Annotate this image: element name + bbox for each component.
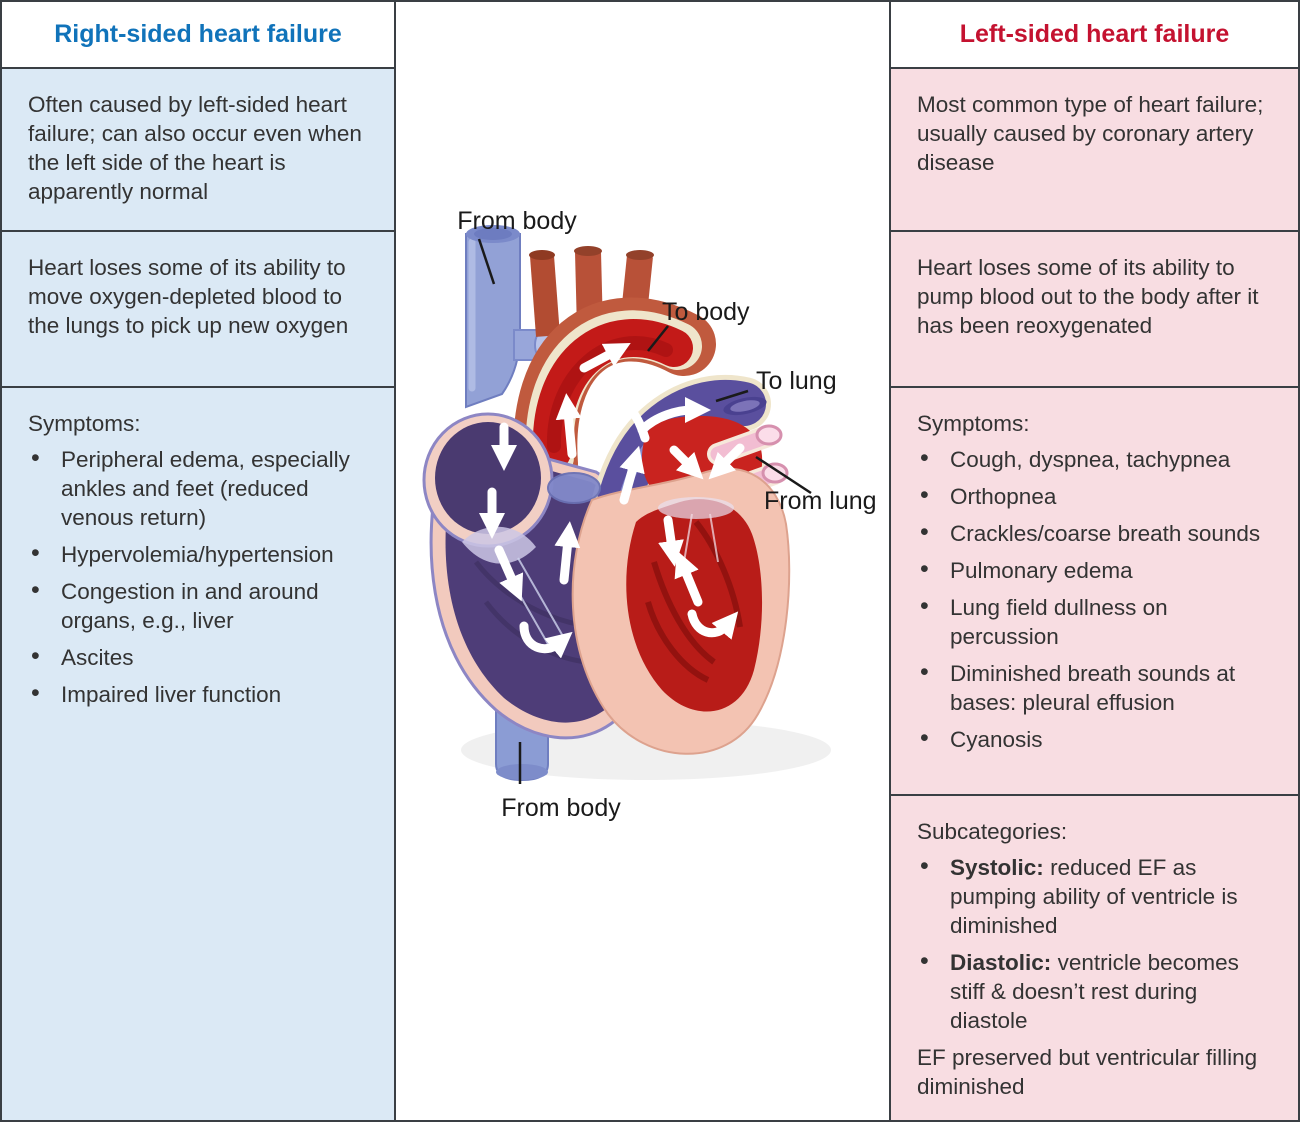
heart-illustration xyxy=(396,2,889,1122)
left-sided-hf-title xyxy=(889,0,1300,69)
subcategory-lead: Systolic: xyxy=(950,855,1044,880)
list-item: • Lung field dullness on percussion xyxy=(917,593,1274,651)
label-to-body: To body xyxy=(662,298,750,326)
right-sided-hf-symptoms-heading: Symptoms: xyxy=(28,411,141,436)
heart-illustration-cell xyxy=(394,0,891,1122)
right-sided-hf-cause-text: Often caused by left-sided heart failure; can also occur even when the left side of the heart is apparently normal xyxy=(28,92,362,204)
right-sided-hf-title-text: Right-sided heart failure xyxy=(54,20,342,48)
list-item: • Diminished breath sounds at bases: pleural effusion xyxy=(917,659,1274,717)
left-ventricle-chamber xyxy=(573,469,790,754)
subcategory-rest: ventricle becomes stiff & doesn’t rest during diastole xyxy=(950,950,1239,1033)
left-sided-hf-mechanism-cell xyxy=(889,230,1300,388)
list-item: • Pulmonary edema xyxy=(917,556,1274,585)
list-item: • Congestion in and around organs, e.g., liver xyxy=(28,577,370,635)
list-item: • Ascites xyxy=(28,643,370,672)
left-sided-hf-title-text: Left-sided heart failure xyxy=(959,20,1230,48)
subcategory-lead: Diastolic: xyxy=(950,950,1052,975)
subcategories-list xyxy=(917,853,1274,1035)
list-item: • Impaired liver function xyxy=(28,680,370,709)
left-sided-hf-cause-text: Most common type of heart failure; usually caused by coronary artery disease xyxy=(917,92,1264,175)
list-item xyxy=(917,853,1274,940)
left-sided-hf-symptoms-heading: Symptoms: xyxy=(917,411,1030,436)
right-sided-hf-title xyxy=(0,0,396,69)
right-sided-hf-mechanism-text: Heart loses some of its ability to move oxygen-depleted blood to the lungs to pick up new oxygen xyxy=(28,255,349,338)
left-sided-hf-mechanism-text: Heart loses some of its ability to pump blood out to the body after it has been reoxygenated xyxy=(917,255,1259,338)
left-sided-hf-symptoms-list xyxy=(917,445,1274,754)
list-item: • Hypervolemia/hypertension xyxy=(28,540,370,569)
left-sided-hf-subcategories-cell xyxy=(889,794,1300,1122)
label-from-body-bottom: From body xyxy=(501,794,621,822)
left-sided-hf-column xyxy=(889,0,1300,1122)
subcategory-rest: reduced EF as pumping ability of ventricle is diminished xyxy=(950,855,1238,938)
right-atrium-chamber xyxy=(424,414,552,546)
left-sided-hf-cause-cell xyxy=(889,67,1300,232)
label-from-body-top: From body xyxy=(457,207,577,235)
list-item: • Cough, dyspnea, tachypnea xyxy=(917,445,1274,474)
right-sided-hf-mechanism-cell xyxy=(0,230,396,388)
list-item: • Cyanosis xyxy=(917,725,1274,754)
list-item: • Crackles/coarse breath sounds xyxy=(917,519,1274,548)
label-to-lung: To lung xyxy=(756,367,837,395)
right-sided-hf-cause-cell xyxy=(0,67,396,232)
list-item: • Orthopnea xyxy=(917,482,1274,511)
subcategories-note: EF preserved but ventricular filling diminished xyxy=(917,1045,1258,1099)
subcategories-heading: Subcategories: xyxy=(917,819,1068,844)
heart-illustration-column xyxy=(394,0,891,1122)
right-sided-hf-symptoms-cell xyxy=(0,386,396,1122)
right-sided-hf-symptoms-list xyxy=(28,445,370,709)
list-item xyxy=(917,948,1274,1035)
left-sided-hf-symptoms-cell xyxy=(889,386,1300,796)
label-from-lung: From lung xyxy=(764,487,877,515)
right-sided-hf-column xyxy=(0,0,396,1122)
list-item: • Peripheral edema, especially ankles and feet (reduced venous return) xyxy=(28,445,370,532)
